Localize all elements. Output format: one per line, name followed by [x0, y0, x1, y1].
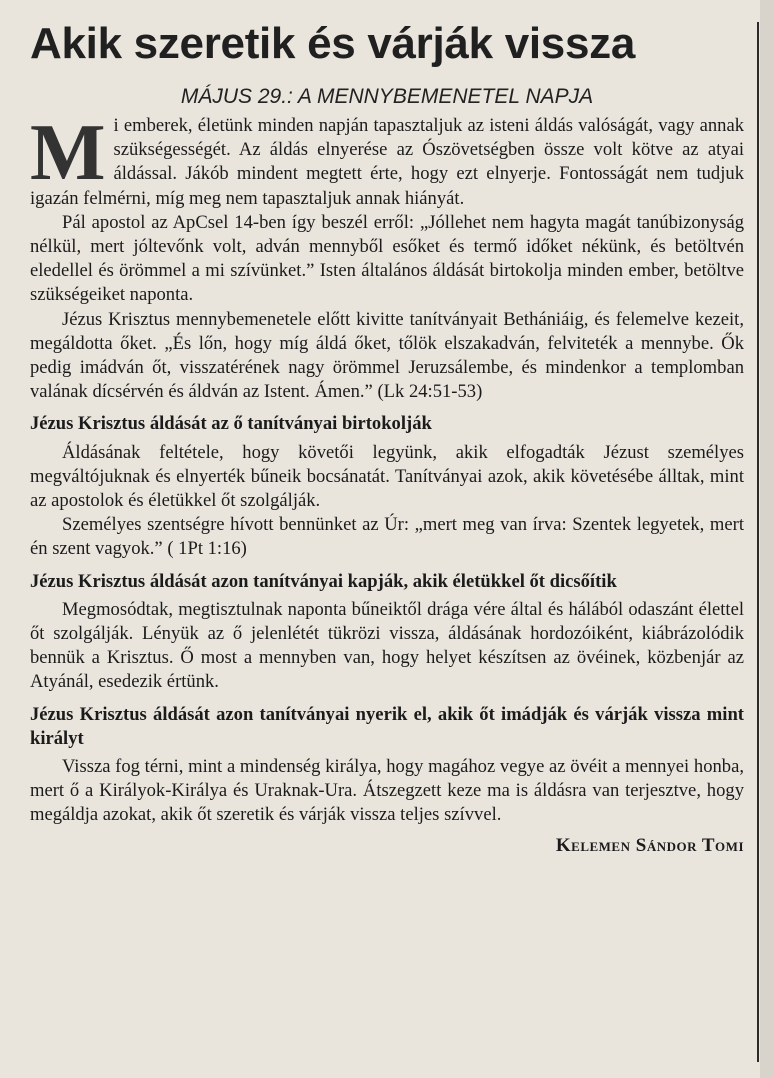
headline: Akik szeretik és várják vissza: [30, 19, 636, 68]
intro-paragraph-2: Pál apostol az ApCsel 14-ben így beszél erről: „Jóllehet nem hagyta magát tanúbizonyság nélkül, mert jóltevőnk volt, adván mennyből esőket és termő időket nékünk, és betöltvén eledellel és örömmel a mi szívünket.” Isten általános áldását birtokolja minden ember, betöltve szükségeiket naponta.: [30, 211, 744, 306]
column-divider: [757, 22, 759, 1062]
intro-paragraph-1: Mi emberek, életünk minden napján tapasztaljuk az isteni áldás valóságát, vagy annak szükségességét. Az áldás elnyerése az Ószövetségben össze volt kötve az atyai áldással. Jákób mindent megtett érte, hogy ezt elnyerje. Fontosságát nem tudjuk igazán felmérni, míg meg nem tapasztaljuk annak hiányát.: [30, 109, 744, 209]
section-heading-2: Jézus Krisztus áldását azon tanítványai kapják, akik életükkel őt dicsőítik: [30, 570, 617, 592]
section-heading-1: Jézus Krisztus áldását az ő tanítványai birtokolják: [30, 413, 432, 435]
subhead: MÁJUS 29.: A MENNYBEMENETEL NAPJA: [180, 85, 594, 108]
article: [30, 18, 744, 858]
section-1-paragraph-1: Áldásának feltétele, hogy követői legyünk, akik elfogadták Jézust személyes megváltójuknak és elnyerték bűneik bocsánatát. Tanítványai azok, akik követésébe álltak, mint az apostolok és életükkel őt szolgálják.: [30, 441, 744, 512]
dropcap: M: [30, 109, 106, 197]
section-heading-3: Jézus Krisztus áldását azon tanítványai nyerik el, akik őt imádják és várják vissza mint királyt: [30, 703, 744, 749]
intro-paragraph-3: Jézus Krisztus mennybemenetele előtt kivitte tanítványait Bethániáig, és felemelve kezeit, megáldotta őket. „És lőn, hogy míg áldá őket, tőlök elszakadván, felviteték a mennybe. Ők pedig imádván őt, visszatérének nagy örömmel Jeruzsálembe, és mindenkor a templomban valának dícsérvén és áldván az Istent. Ámen.” (Lk 24:51-53): [30, 308, 744, 403]
adjacent-page-edge: [760, 0, 774, 1078]
section-1-paragraph-2: Személyes szentségre hívott bennünket az Úr: „mert meg van írva: Szentek legyetek, mert én szent vagyok.” ( 1Pt 1:16): [30, 514, 744, 560]
article-body: [30, 109, 744, 828]
section-3-paragraph-1: Vissza fog térni, mint a mindenség királya, hogy magához vegye az övéit a mennyei honba, mert ő a Királyok-Királya és Uraknak-Ura. Átszegzett keze ma is áldásra van terjesztve, hogy megáldja azokat, akik őt szeretik és várják vissza teljes szívvel.: [30, 756, 744, 826]
section-2-paragraph-1: Megmosódtak, megtisztulnak naponta bűneiktől drága vére által és hálából odaszánt élettel őt szolgálják. Lényük az ő jelenlétét tükrözi vissza, áldásának hordozóiként, kiábrázolódik bennük a Krisztus. Ő most a mennyben van, hogy helyet készítsen az övéinek, közbenjár az Atyánál, esedezik értünk.: [30, 598, 744, 693]
author-byline: Kelemen Sándor Tomi: [555, 834, 744, 856]
